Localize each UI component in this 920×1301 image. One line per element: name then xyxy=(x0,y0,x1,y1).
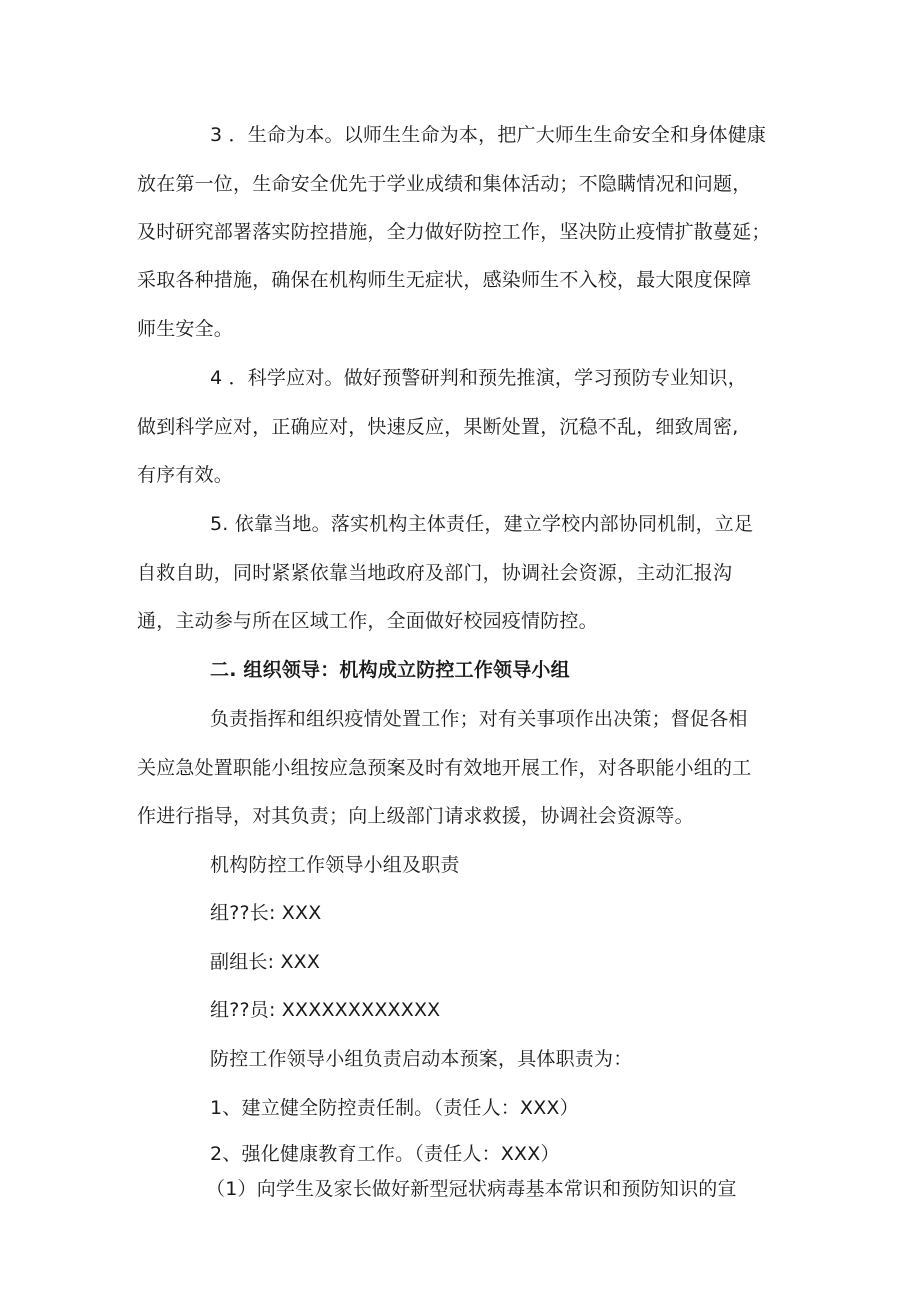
paragraph-5-line-2: 自救自助，同时紧紧依靠当地政府及部门，协调社会资源，主动汇报沟 xyxy=(137,562,733,584)
paragraph-4-line-3: 有序有效。 xyxy=(137,464,234,486)
paragraph-3-line-4: 采取各种措施，确保在机构师生无症状，感染师生不入校，最大限度保障 xyxy=(137,269,752,291)
duty-paragraph-line-3: 作进行指导，对其负责；向上级部门请求救援，协调社会资源等。 xyxy=(137,805,694,827)
duty-paragraph-line-1: 负责指挥和组织疫情处置工作；对有关事项作出决策；督促各相 xyxy=(210,708,748,730)
paragraph-3-line-2: 放在第一位，生命安全优先于学业成绩和集体活动；不隐瞒情况和问题， xyxy=(137,173,752,195)
group-leader: 组??长: XXX xyxy=(210,902,322,924)
paragraph-3-line-5: 师生安全。 xyxy=(137,318,234,340)
paragraph-5-line-3: 通，主动参与所在区域工作，全面做好校园疫情防控。 xyxy=(137,610,598,632)
responsibility-intro: 防控工作领导小组负责启动本预案，具体职责为： xyxy=(210,1048,633,1070)
responsibility-subitem-1: （1）向学生及家长做好新型冠状病毒基本常识和预防知识的宣 xyxy=(206,1178,737,1200)
duty-paragraph-line-2: 关应急处置职能小组按应急预案及时有效地开展工作，对各职能小组的工 xyxy=(137,757,752,779)
group-deputy-leader: 副组长: XXX xyxy=(210,951,321,973)
paragraph-3-line-3: 及时研究部署落实防控措施，全力做好防控工作，坚决防止疫情扩散蔓延； xyxy=(137,221,771,243)
paragraph-4-line-2: 做到科学应对，正确应对，快速反应，果断处置，沉稳不乱，细致周密, xyxy=(137,416,739,438)
section-heading: 二. 组织领导：机构成立防控工作领导小组 xyxy=(210,659,570,681)
paragraph-4-line-1: 4 ．科学应对。做好预警研判和预先推演，学习预防专业知识， xyxy=(210,367,747,389)
paragraph-3-line-1: 3 ．生命为本。以师生生命为本，把广大师生生命安全和身体健康 xyxy=(210,124,767,146)
paragraph-5-line-1: 5. 依靠当地。落实机构主体责任，建立学校内部协同机制，立足 xyxy=(210,513,754,535)
group-title: 机构防控工作领导小组及职责 xyxy=(210,854,460,876)
group-members: 组??员: XXXXXXXXXXXX xyxy=(210,999,441,1021)
responsibility-item-1: 1、建立健全防控责任制。（责任人：XXX） xyxy=(210,1097,579,1119)
responsibility-item-2: 2、强化健康教育工作。（责任人：XXX） xyxy=(210,1143,560,1165)
